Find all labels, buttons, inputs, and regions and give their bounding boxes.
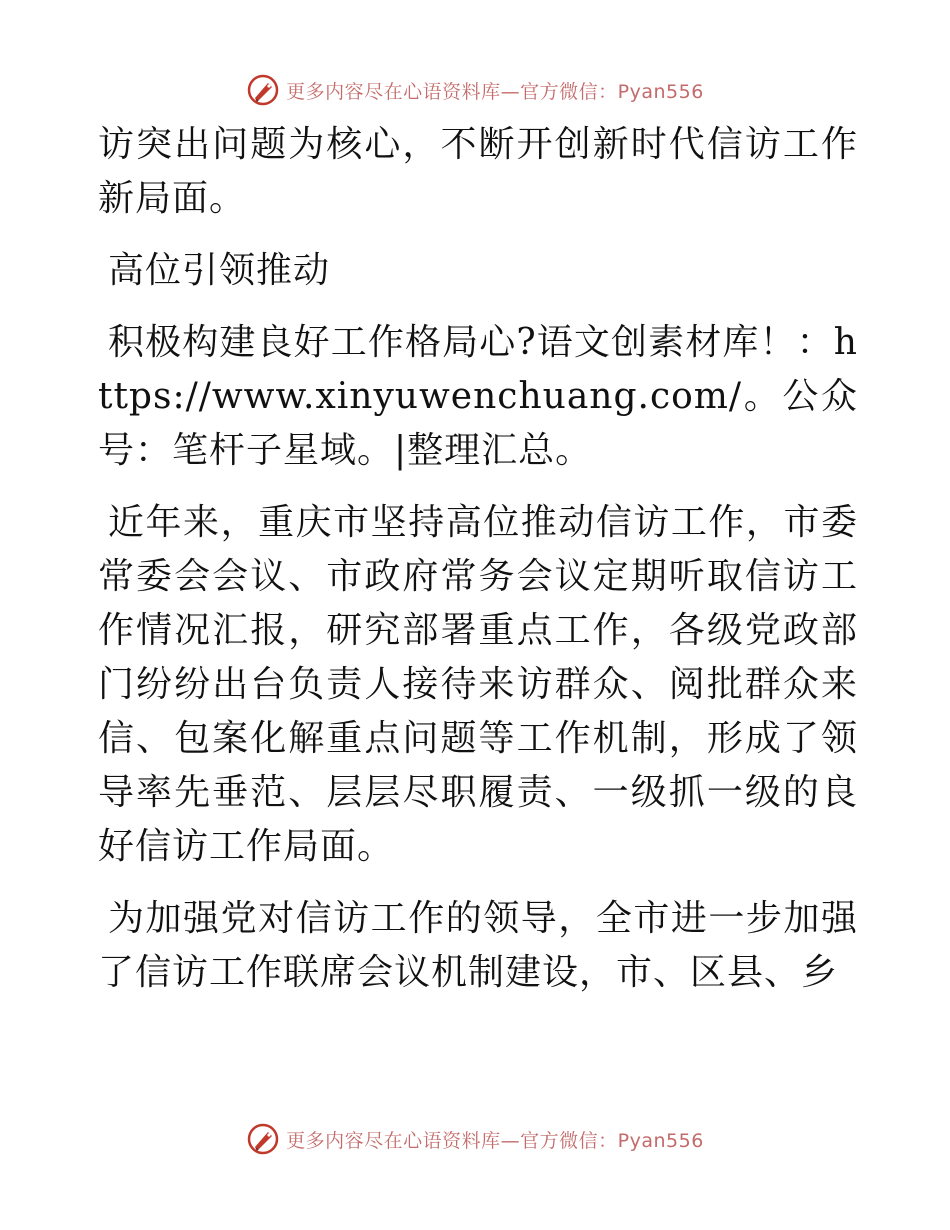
header-banner-inner [246, 73, 704, 107]
paragraph-2: 积极构建良好工作格局心?语文创素材库！：https://www.xinyuwenchuang.com/。公众号：笔杆子星域。|整理汇总。 [98, 322, 858, 471]
pen-nib-logo-icon [246, 1122, 280, 1156]
footer-banner-text: 更多内容尽在心语资料库—官方微信：Pyan556 [286, 1129, 704, 1152]
document-body [98, 118, 858, 1018]
paragraph-1: 访突出问题为核心，不断开创新时代信访工作新局面。 [98, 124, 858, 219]
section-heading: 高位引领推动 [108, 250, 331, 291]
paragraph-4: 为加强党对信访工作的领导，全市进一步加强了信访工作联席会议机制建设，市、区县、乡 [98, 898, 858, 993]
paragraph-3: 近年来，重庆市坚持高位推动信访工作，市委常委会会议、市政府常务会议定期听取信访工作情况汇报，研究部署重点工作，各级党政部门纷纷出台负责人接待来访群众、阅批群众来信、包案化解重点问题等工作机制，形成了领导率先垂范、层层尽职履责、一级抓一级的良好信访工作局面。 [98, 502, 858, 867]
footer-banner [0, 1119, 950, 1159]
pen-nib-logo-icon [246, 73, 280, 107]
header-banner [0, 70, 950, 110]
footer-banner-inner [246, 1122, 704, 1156]
header-banner-text: 更多内容尽在心语资料库—官方微信：Pyan556 [286, 80, 704, 103]
